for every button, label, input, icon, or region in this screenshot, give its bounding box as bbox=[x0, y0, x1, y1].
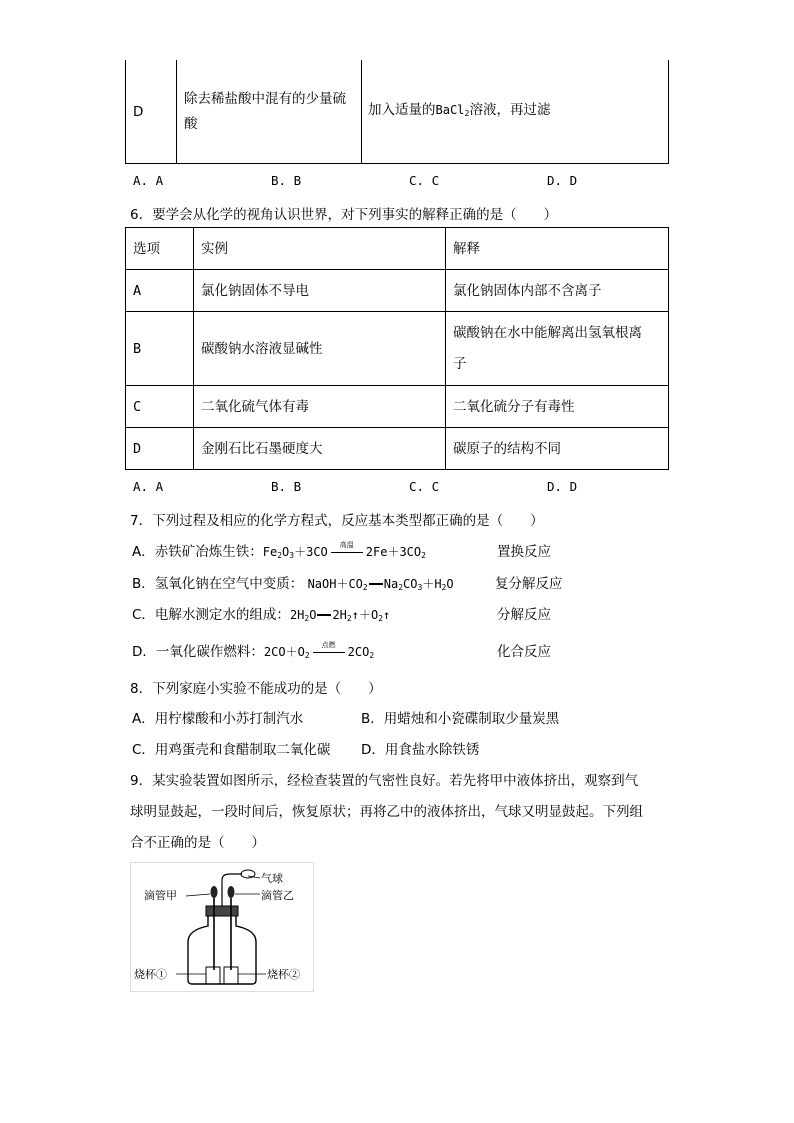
header-explain: 解释 bbox=[446, 228, 669, 270]
example-line: 酸 bbox=[184, 115, 198, 132]
q8-option-b: B．用蜡烛和小瓷碟制取少量炭黑 bbox=[361, 711, 560, 727]
reaction-condition: 点燃 bbox=[311, 646, 347, 658]
q7-option-d: D．一氧化碳作燃料：$2CO+O_2$ 点燃 $2CO_2$ bbox=[132, 641, 375, 660]
answer-b: B. B bbox=[271, 479, 302, 494]
row-example: 碳酸钠水溶液显碱性 bbox=[194, 312, 446, 386]
q8-stem: 8．下列家庭小实验不能成功的是（ ） bbox=[130, 681, 382, 697]
stopper bbox=[206, 906, 238, 916]
row-option: D bbox=[126, 428, 194, 470]
q7-option-c: C．电解水测定水的组成：$2H_2O$ $2H_2↑+O_2↑$ bbox=[132, 607, 391, 623]
q6-stem: 6．要学会从化学的视角认识世界，对下列事实的解释正确的是（ ） bbox=[130, 207, 558, 223]
q7-stem: 7．下列过程及相应的化学方程式，反应基本类型都正确的是（ ） bbox=[130, 513, 544, 529]
answer-a: A. A bbox=[133, 479, 164, 494]
row-explain: 氯化钠固体内部不含离子 bbox=[446, 270, 669, 312]
row-example: 金刚石比石墨硬度大 bbox=[194, 428, 446, 470]
answer-a: A. A bbox=[133, 173, 164, 188]
q7-option-b: B．氢氧化钠在空气中变质： $NaOH+CO_2$ $Na_2CO_3+H_2O$ bbox=[132, 576, 454, 592]
q6-table bbox=[125, 227, 669, 470]
answer-d: D. D bbox=[547, 479, 578, 494]
q7-type-d: 化合反应 bbox=[497, 644, 551, 660]
row-example: 氯化钠固体不导电 bbox=[194, 270, 446, 312]
label-beaker-2: 烧杯② bbox=[267, 968, 300, 981]
option-cell: D bbox=[126, 60, 177, 164]
method-cell: 加入适量的BaCl$_2$溶液，再过滤 bbox=[362, 60, 669, 164]
q7-type-c: 分解反应 bbox=[497, 607, 551, 623]
q8-option-c: C．用鸡蛋壳和食醋制取二氧化碳 bbox=[132, 742, 331, 758]
label-dropper-a: 滴管甲 bbox=[144, 889, 177, 902]
q8-option-d: D．用食盐水除铁锈 bbox=[361, 742, 480, 758]
q7-type-a: 置换反应 bbox=[497, 544, 551, 560]
q9-stem-line: 合不正确的是（ ） bbox=[130, 835, 265, 851]
q9-stem-line: 9．某实验装置如图所示，经检查装置的气密性良好。若先将甲中液体挤出，观察到气 bbox=[130, 773, 639, 789]
row-explain: 碳原子的结构不同 bbox=[446, 428, 669, 470]
q8-option-a: A．用柠檬酸和小苏打制汽水 bbox=[132, 711, 304, 727]
row-option: A bbox=[126, 270, 194, 312]
example-line: 除去稀盐酸中混有的少量硫 bbox=[184, 90, 346, 107]
label-balloon: 气球 bbox=[261, 872, 283, 885]
top-table bbox=[125, 60, 669, 164]
row-explain: 碳酸钠在水中能解离出氢氧根离 子 bbox=[446, 312, 669, 386]
apparatus-figure bbox=[130, 862, 314, 992]
row-explain: 二氧化硫分子有毒性 bbox=[446, 386, 669, 428]
row-option: C bbox=[126, 386, 194, 428]
row-example: 二氧化硫气体有毒 bbox=[194, 386, 446, 428]
answer-b: B. B bbox=[271, 173, 302, 188]
q7-option-a: A．赤铁矿冶炼生铁：$Fe_2O_3+3CO$ 高温 $2Fe+3CO_2$ bbox=[132, 541, 426, 560]
example-cell bbox=[177, 60, 362, 164]
q7-type-b: 复分解反应 bbox=[495, 576, 563, 592]
label-beaker-1: 烧杯① bbox=[134, 968, 167, 981]
answer-c: C. C bbox=[409, 479, 440, 494]
q9-stem-line: 球明显鼓起，一段时间后，恢复原状；再将乙中的液体挤出，气球又明显鼓起。下列组 bbox=[130, 804, 643, 820]
header-option: 选项 bbox=[126, 228, 194, 270]
row-option: B bbox=[126, 312, 194, 386]
answer-c: C. C bbox=[409, 173, 440, 188]
reaction-condition: 高温 bbox=[329, 546, 365, 558]
answer-d: D. D bbox=[547, 173, 578, 188]
header-example: 实例 bbox=[194, 228, 446, 270]
label-dropper-b: 滴管乙 bbox=[261, 889, 294, 902]
